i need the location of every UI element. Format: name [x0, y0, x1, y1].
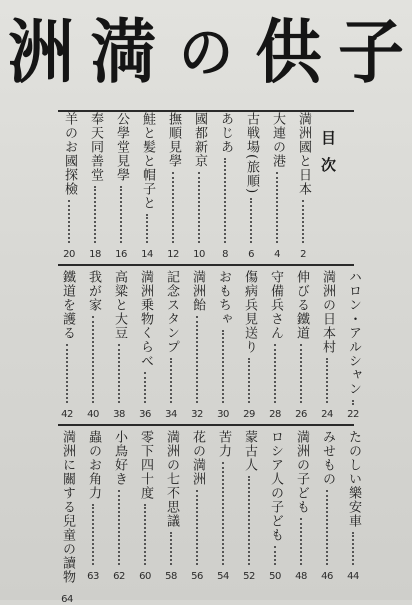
dot-leader — [222, 330, 224, 403]
toc-entry[interactable] — [188, 112, 210, 260]
title-char: 子 — [338, 12, 404, 93]
toc-entry-title: 鐵道を護る — [60, 270, 75, 340]
toc-entry-page: 8 — [222, 249, 228, 260]
title-char: 満 — [90, 12, 157, 93]
toc-entry[interactable] — [212, 430, 234, 582]
toc-entry[interactable] — [134, 270, 156, 420]
toc-entry-title: 満洲の子ども — [294, 430, 309, 514]
dot-leader — [222, 462, 224, 565]
toc-entry-page: 26 — [295, 409, 307, 420]
dot-leader — [196, 316, 198, 403]
dot-leader — [302, 200, 304, 243]
dot-leader — [92, 316, 94, 403]
toc-section-1 — [58, 112, 354, 260]
toc-entry[interactable] — [58, 112, 80, 260]
toc-entry-title: 大連の港 — [270, 112, 285, 168]
toc-entry-page: 60 — [139, 571, 151, 582]
toc-entry-title: 傷病兵見送り — [242, 270, 257, 354]
toc-entry[interactable] — [292, 112, 314, 260]
toc-entry-title: 満洲の七不思議 — [164, 430, 179, 528]
toc-entry-page: 42 — [61, 409, 73, 420]
dot-leader — [94, 186, 96, 243]
dot-leader — [92, 504, 94, 565]
toc-section-3 — [58, 430, 361, 605]
dot-leader — [274, 546, 276, 565]
toc-entry-title: 満洲に關する兒童の讀物 — [60, 430, 75, 584]
toc-entry-page: 40 — [87, 409, 99, 420]
book-title — [8, 8, 404, 98]
toc-entry-page: 38 — [113, 409, 125, 420]
dot-leader — [120, 186, 122, 243]
toc-entry-page: 20 — [63, 249, 75, 260]
dot-leader — [170, 532, 172, 565]
toc-entry-title: 國都新京 — [192, 112, 207, 168]
toc-entry-title: 満洲飴 — [190, 270, 205, 312]
toc-entry[interactable] — [342, 430, 364, 582]
toc-entry-page: 22 — [347, 409, 359, 420]
toc-entry-title: ハロン・アルシャン — [346, 270, 361, 396]
dot-leader — [68, 200, 70, 243]
section-divider — [58, 264, 354, 266]
toc-entry[interactable] — [316, 430, 338, 582]
dot-leader — [170, 358, 172, 403]
title-char: の — [179, 19, 233, 86]
toc-entry[interactable] — [290, 270, 312, 420]
toc-entry-title: 鮭と髪と帽子と — [140, 112, 155, 210]
toc-entry-title: 満洲乗物くらべ — [138, 270, 153, 368]
toc-entry-page: 18 — [89, 249, 101, 260]
dot-leader — [144, 504, 146, 565]
toc-entry[interactable] — [56, 430, 78, 605]
toc-entry-page: 63 — [87, 571, 99, 582]
toc-entry-page: 32 — [191, 409, 203, 420]
section-divider — [58, 424, 354, 426]
dot-leader — [198, 172, 200, 243]
toc-entry-title: 公學堂見學 — [114, 112, 129, 182]
toc-entry-page: 44 — [347, 571, 359, 582]
toc-entry-page: 2 — [300, 249, 306, 260]
dot-leader — [276, 172, 278, 243]
toc-entry-page: 62 — [113, 571, 125, 582]
toc-entry-page: 36 — [139, 409, 151, 420]
dot-leader — [172, 172, 174, 243]
dot-leader — [352, 532, 354, 565]
toc-entry[interactable] — [108, 430, 130, 582]
toc-entry-title: 撫順見學 — [166, 112, 181, 168]
toc-entry[interactable] — [240, 112, 262, 260]
toc-entry-title: 苦力 — [216, 430, 231, 458]
toc-entry[interactable] — [290, 430, 312, 582]
dot-leader — [224, 158, 226, 243]
title-char: 洲 — [8, 12, 74, 93]
toc-entry-title: 古戦場(旅順) — [244, 112, 259, 195]
toc-entry-page: 4 — [274, 249, 280, 260]
toc-entry[interactable] — [136, 112, 158, 260]
toc-entry[interactable] — [238, 270, 260, 420]
toc-section-2 — [58, 270, 361, 420]
toc-entry-title: 我が家 — [86, 270, 101, 312]
toc-entry-title: 花の満洲 — [190, 430, 205, 486]
toc-entry[interactable] — [316, 270, 338, 420]
dot-leader — [196, 490, 198, 565]
toc-entry-page: 58 — [165, 571, 177, 582]
toc-entry-title: 小鳥好き — [112, 430, 127, 486]
toc-entry-page: 56 — [191, 571, 203, 582]
toc-entry[interactable] — [212, 270, 234, 420]
toc-entry[interactable] — [160, 270, 182, 420]
dot-leader — [250, 198, 252, 243]
toc-entry[interactable] — [342, 270, 364, 420]
toc-entry-page: 34 — [165, 409, 177, 420]
toc-entry-page: 50 — [269, 571, 281, 582]
dot-leader — [300, 344, 302, 403]
toc-entry-title: 記念スタンプ — [164, 270, 179, 354]
dot-leader — [352, 400, 354, 403]
toc-entry-title: 守備兵さん — [268, 270, 283, 340]
toc-entry-page: 64 — [61, 594, 73, 605]
dot-leader — [248, 476, 250, 565]
toc-entry-title: 伸びる鐵道 — [294, 270, 309, 340]
dot-leader — [146, 214, 148, 243]
toc-entry[interactable] — [264, 430, 286, 582]
toc-entry[interactable] — [56, 270, 78, 420]
toc-entry[interactable] — [108, 270, 130, 420]
dot-leader — [274, 344, 276, 403]
toc-entry-title: 蒙古人 — [242, 430, 257, 472]
toc-entry-title: 羊のお國探檢 — [62, 112, 77, 196]
toc-entry-page: 12 — [167, 249, 179, 260]
toc-entry-page: 16 — [115, 249, 127, 260]
toc-entry-title: みせもの — [320, 430, 335, 486]
toc-entry[interactable] — [84, 112, 106, 260]
toc-entry[interactable] — [82, 430, 104, 582]
toc-entry-page: 54 — [217, 571, 229, 582]
toc-entry-title: 奉天同善堂 — [88, 112, 103, 182]
toc-entry-page: 6 — [248, 249, 254, 260]
toc-entry-title: たのしい樂安車 — [346, 430, 361, 528]
dot-leader — [118, 344, 120, 403]
dot-leader — [326, 358, 328, 403]
dot-leader — [300, 518, 302, 565]
toc-entry[interactable] — [160, 430, 182, 582]
toc-entry-page: 48 — [295, 571, 307, 582]
toc-entry-title: 満洲國と日本 — [296, 112, 311, 196]
toc-entry-title: 満洲の日本村 — [320, 270, 335, 354]
toc-entry-title: おもちゃ — [216, 270, 231, 326]
toc-entry-page: 29 — [243, 409, 255, 420]
toc-entry[interactable] — [162, 112, 184, 260]
toc-entry[interactable] — [134, 430, 156, 582]
toc-entry[interactable] — [214, 112, 236, 260]
toc-entry[interactable] — [186, 430, 208, 582]
toc-entry[interactable] — [186, 270, 208, 420]
toc-entry-title: 蟲のお角力 — [86, 430, 101, 500]
toc-entry-page: 30 — [217, 409, 229, 420]
toc-entry-title: 高粱と大豆 — [112, 270, 127, 340]
toc-entry[interactable] — [266, 112, 288, 260]
toc-entry-page: 46 — [321, 571, 333, 582]
toc-entry-page: 52 — [243, 571, 255, 582]
toc-entry[interactable] — [82, 270, 104, 420]
toc-entry-page: 28 — [269, 409, 281, 420]
toc-entry-title: あじあ — [218, 112, 233, 154]
dot-leader — [326, 490, 328, 565]
toc-entry-page: 10 — [193, 249, 205, 260]
toc-heading: 目次 — [319, 130, 337, 184]
toc-entry[interactable] — [264, 270, 286, 420]
dot-leader — [118, 490, 120, 565]
toc-entry-page: 24 — [321, 409, 333, 420]
toc-entry-title: 零下四十度 — [138, 430, 153, 500]
toc-entry[interactable] — [238, 430, 260, 582]
toc-entry-title: ロシア人の子ども — [268, 430, 283, 542]
title-char: 供 — [255, 12, 322, 93]
toc-entry-page: 14 — [141, 249, 153, 260]
toc-entry[interactable] — [110, 112, 132, 260]
dot-leader — [66, 344, 68, 403]
dot-leader — [248, 358, 250, 403]
dot-leader — [144, 372, 146, 403]
